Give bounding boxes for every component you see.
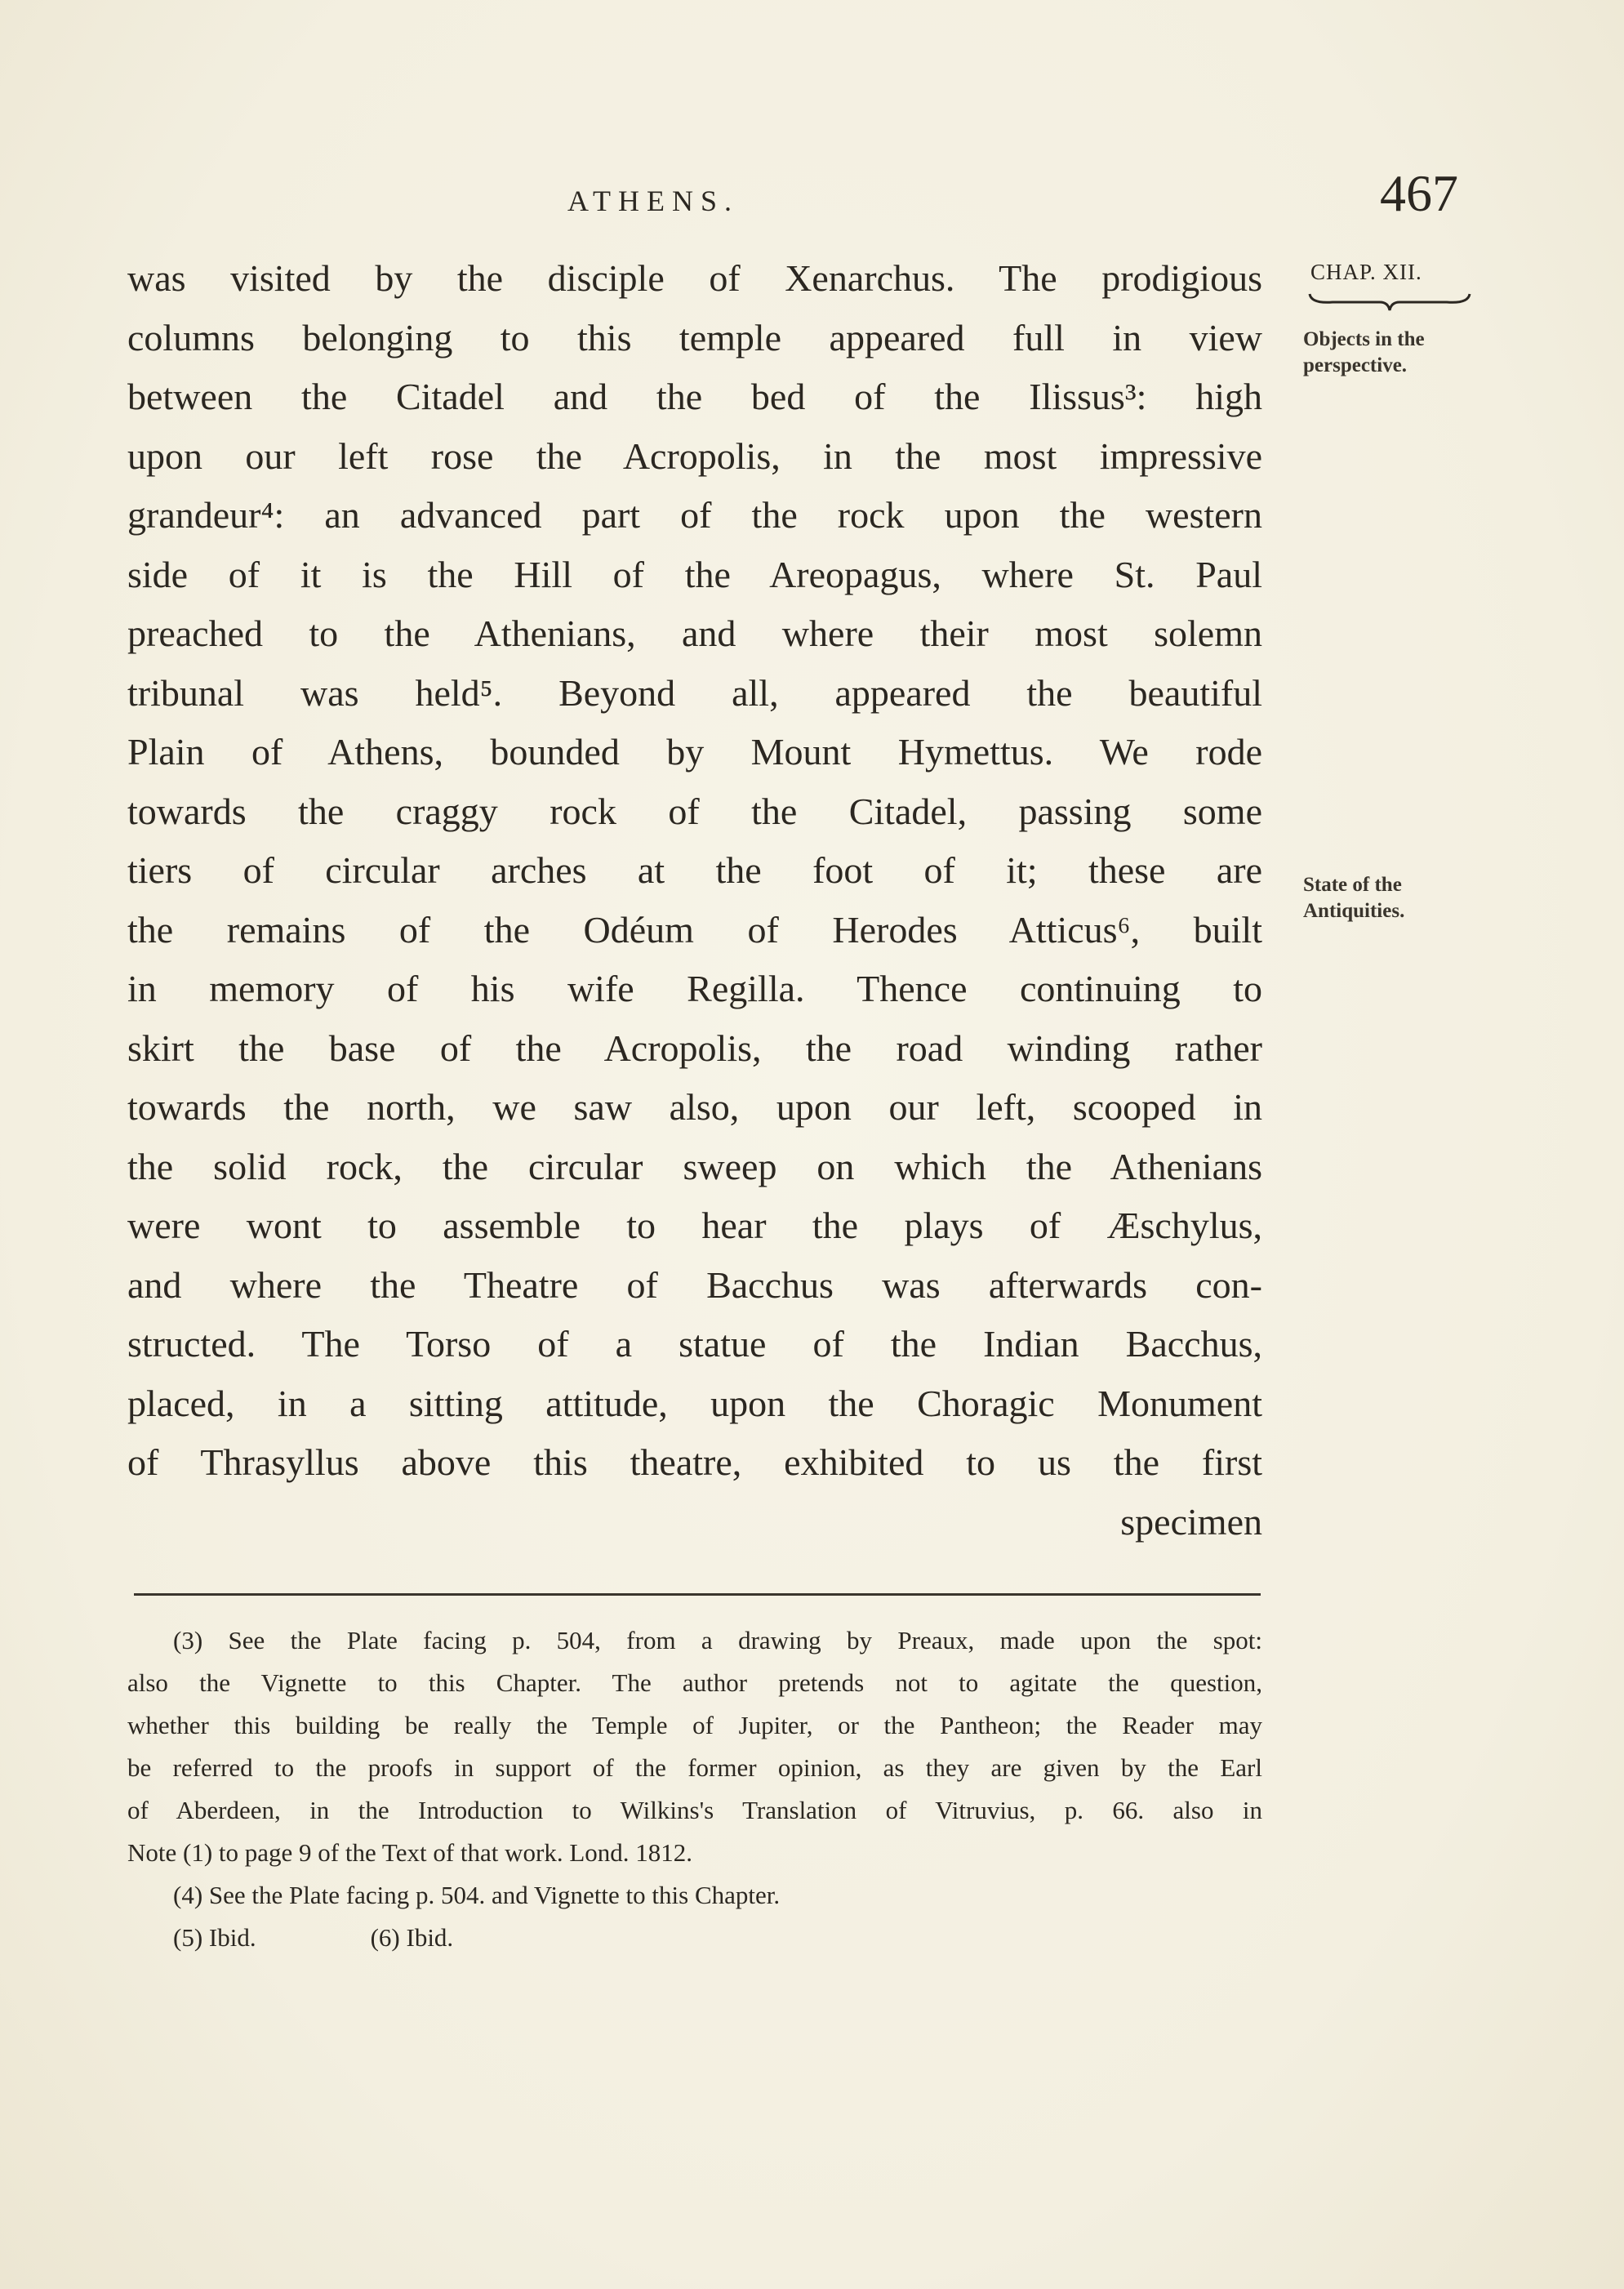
page-number: 467: [1380, 164, 1458, 222]
footnote-rule: [134, 1593, 1261, 1596]
footnote-line: whether this building be really the Temple of Jupiter, or the Pantheon; the Reader may: [127, 1711, 1262, 1739]
footnote-line: be referred to the proofs in support of the former opinion, as they are given by the Earl: [127, 1753, 1262, 1782]
text-line: grandeur⁴: an advanced part of the rock upon the western: [127, 494, 1262, 536]
footnote-6: (6) Ibid.: [370, 1923, 454, 1952]
footnote-line: of Aberdeen, in the Introduction to Wilkins's Translation of Vitruvius, p. 66. also in: [127, 1796, 1262, 1824]
footnote-ibid-line: [127, 1917, 1262, 1959]
footnotes: [127, 1619, 1262, 1959]
text-line: the solid rock, the circular sweep on which the Athenians: [127, 1145, 1262, 1187]
margin-note-state: [1303, 872, 1475, 924]
footnote-line: (4) See the Plate facing p. 504. and Vignette to this Chapter.: [173, 1881, 781, 1909]
margin-note-line: perspective.: [1303, 354, 1408, 376]
running-title: ATHENS.: [567, 185, 739, 217]
text-line: preached to the Athenians, and where their most solemn: [127, 612, 1262, 654]
text-line: tiers of circular arches at the foot of it; these are: [127, 849, 1262, 891]
text-line: columns belonging to this temple appeared full in view: [127, 316, 1262, 358]
text-line: towards the craggy rock of the Citadel, passing some: [127, 790, 1262, 832]
footnote-line: (3) See the Plate facing p. 504, from a drawing by Preaux, made upon the spot:: [173, 1626, 1262, 1654]
footnote-5: (5) Ibid.: [173, 1923, 256, 1952]
text-line: Plain of Athens, bounded by Mount Hymettus. We rode: [127, 731, 1262, 773]
text-line: in memory of his wife Regilla. Thence continuing to: [127, 968, 1262, 1009]
margin-chapter-label: CHAP. XII.: [1310, 260, 1422, 284]
text-line: and where the Theatre of Bacchus was afterwards con-: [127, 1263, 1262, 1306]
text-line: the remains of the Odéum of Herodes Atticus⁶, built: [127, 908, 1262, 951]
text-line: skirt the base of the Acropolis, the road winding rather: [127, 1026, 1262, 1069]
margin-note-objects: [1303, 327, 1475, 379]
text-line: placed, in a sitting attitude, upon the Choragic Monument: [127, 1382, 1262, 1424]
text-line: side of it is the Hill of the Areopagus, where St. Paul: [127, 553, 1262, 595]
text-line: was visited by the disciple of Xenarchus. The prodigious: [127, 257, 1262, 299]
margin-note-line: Antiquities.: [1303, 900, 1405, 922]
text-line: upon our left rose the Acropolis, in the most impressive: [127, 434, 1262, 477]
text-line: tribunal was held⁵. Beyond all, appeared the beautiful: [127, 671, 1262, 714]
margin-note-line: Objects in the: [1303, 328, 1425, 350]
text-line: were wont to assemble to hear the plays of Æschylus,: [127, 1205, 1262, 1246]
text-line: towards the north, we saw also, upon our left, scooped in: [127, 1086, 1262, 1128]
main-text: [127, 249, 1262, 1552]
text-line: between the Citadel and the bed of the Ilissus³: high: [127, 376, 1262, 417]
footnote-line: also the Vignette to this Chapter. The author pretends not to agitate the question,: [127, 1668, 1262, 1697]
text-line: structed. The Torso of a statue of the Indian Bacchus,: [127, 1323, 1262, 1365]
footnote-line: Note (1) to page 9 of the Text of that work. Lond. 1812.: [127, 1838, 693, 1867]
catchword: specimen: [1120, 1500, 1262, 1543]
chapter-brace-ornament: [1308, 291, 1471, 315]
margin-note-line: State of the: [1303, 874, 1402, 896]
text-line: of Thrasyllus above this theatre, exhibited to us the first: [127, 1441, 1262, 1483]
